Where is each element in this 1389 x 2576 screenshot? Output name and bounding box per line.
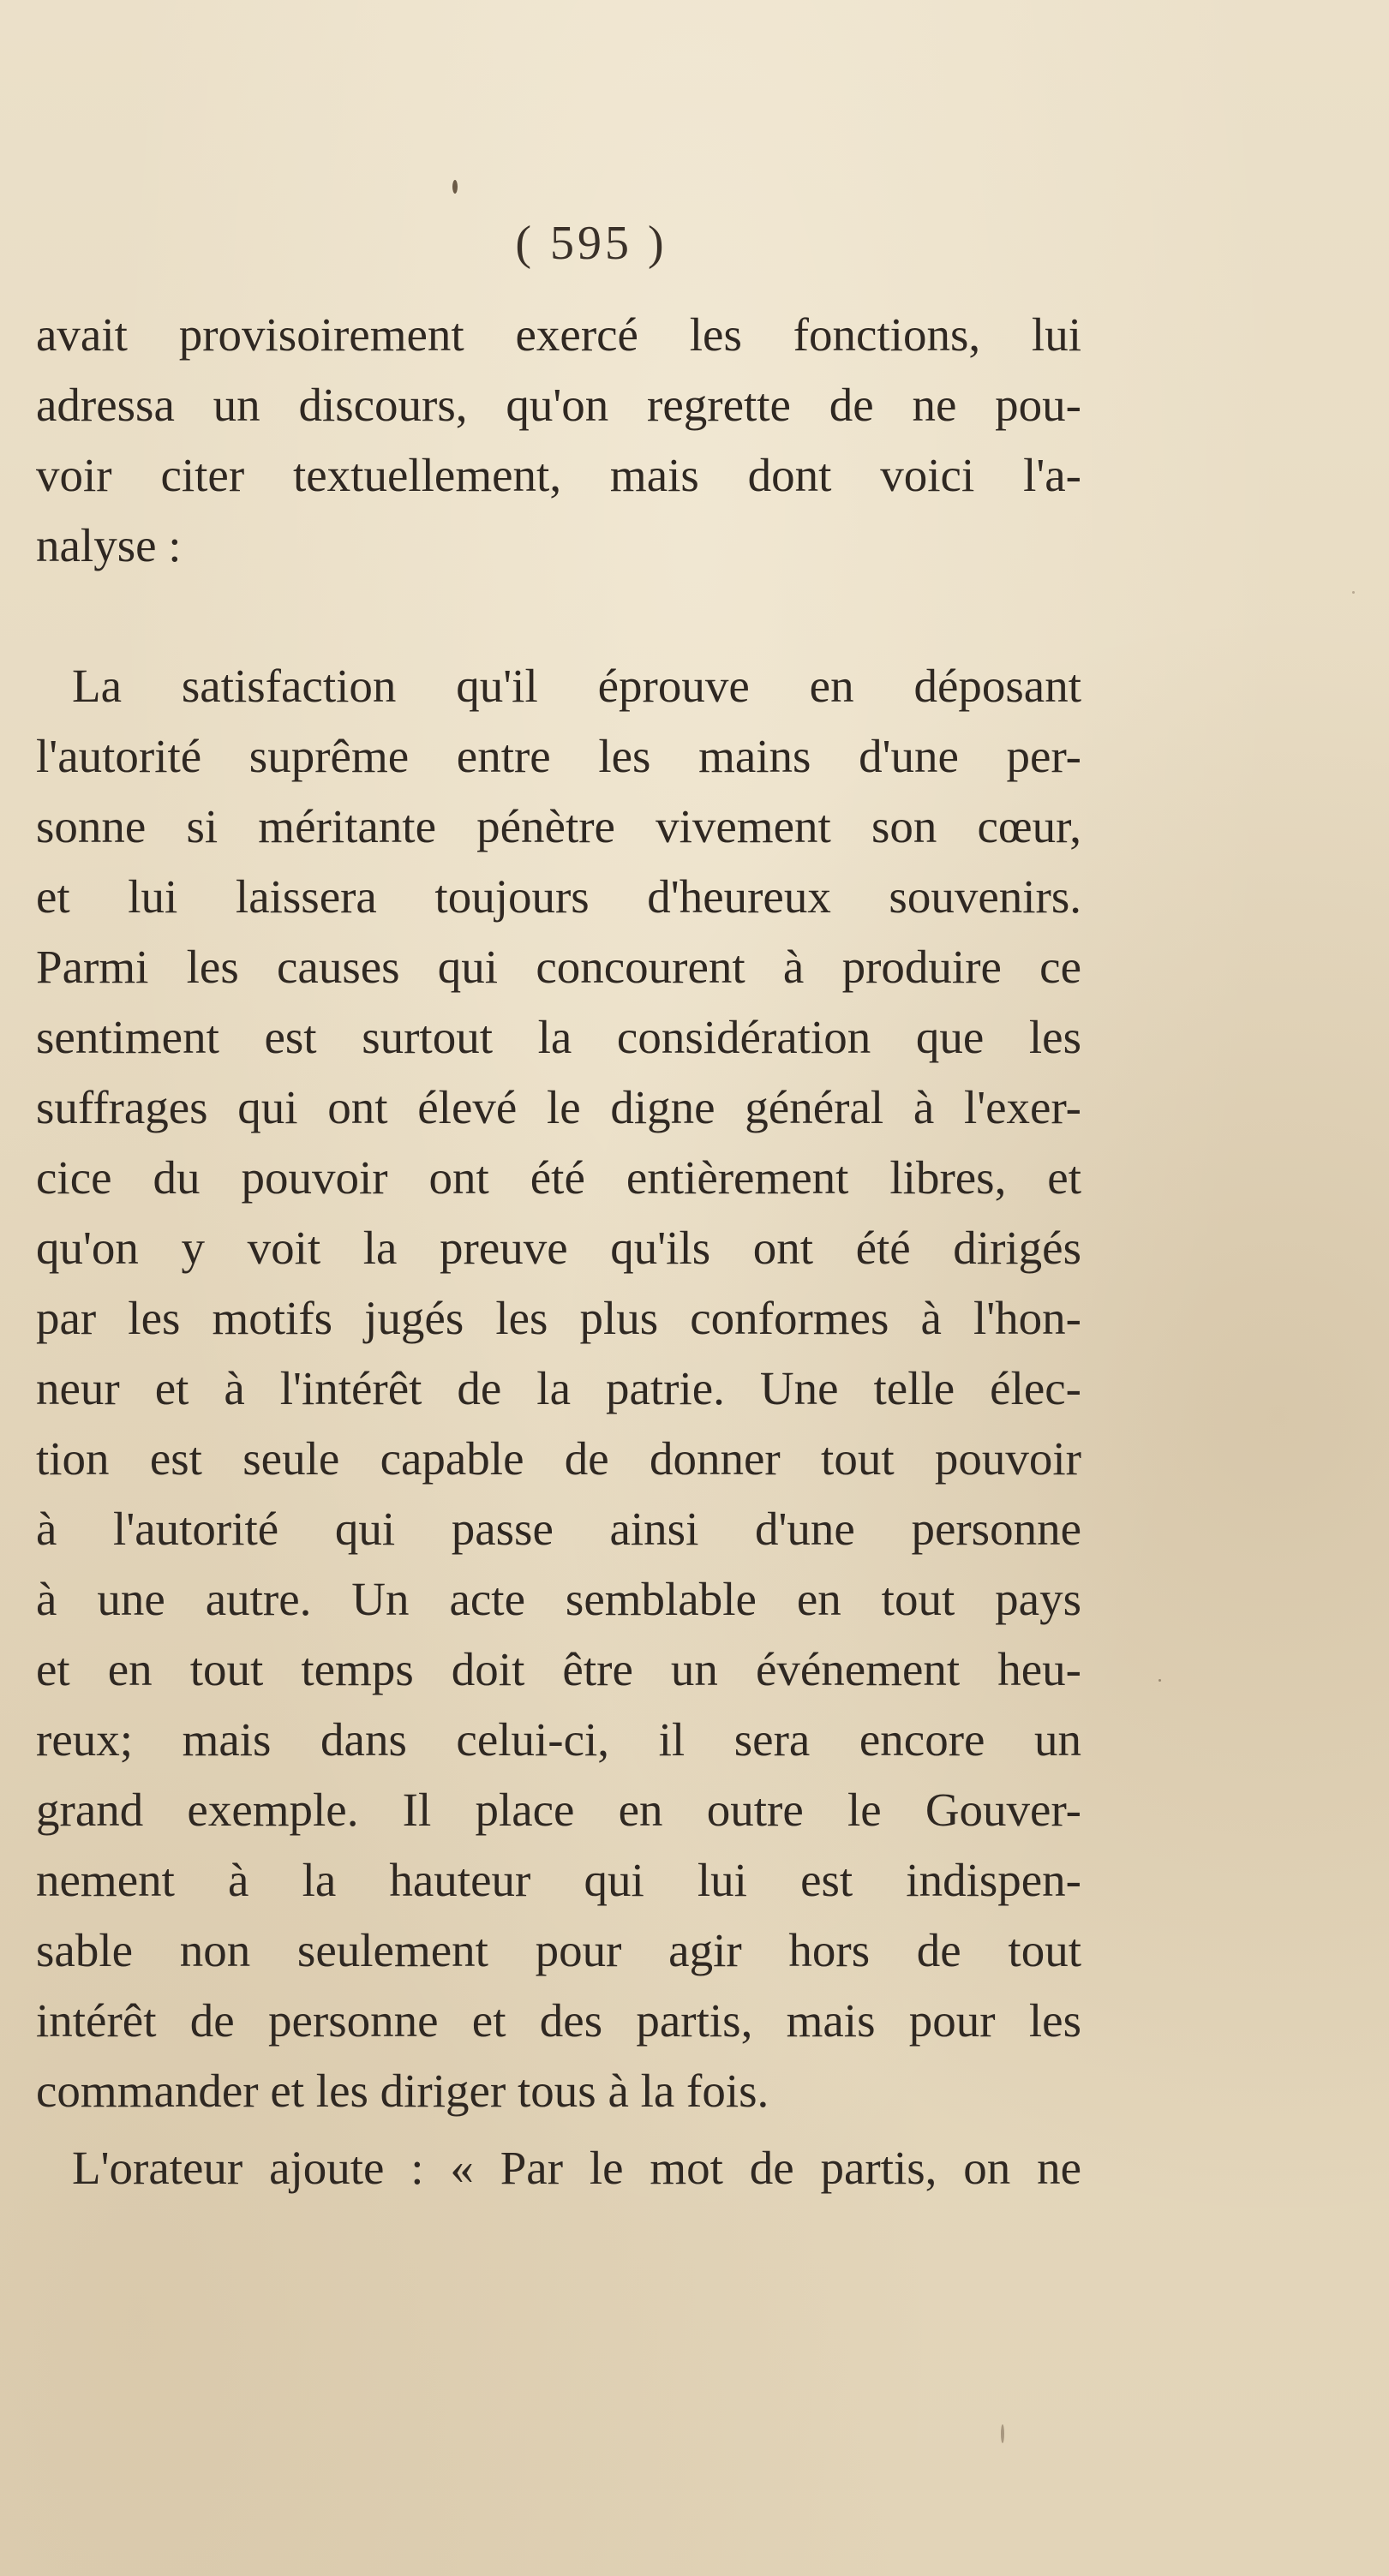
text-line: cice du pouvoir ont été entièrement libres, et [36, 1151, 1081, 1204]
text-line: adressa un discours, qu'on regrette de ne pou- [36, 379, 1081, 431]
text-line: neur et à l'intérêt de la patrie. Une telle élec- [36, 1362, 1081, 1414]
text-line: et en tout temps doit être un événement heu- [36, 1643, 1081, 1695]
text-line: sonne si méritante pénètre vivement son cœur, [36, 800, 1081, 852]
text-line: grand exemple. Il place en outre le Gouver- [36, 1784, 1081, 1836]
text-line: La satisfaction qu'il éprouve en déposant [72, 660, 1081, 712]
text-line: qu'on y voit la preuve qu'ils ont été dirigés [36, 1222, 1081, 1274]
text-line: intérêt de personne et des partis, mais pour les [36, 1994, 1081, 2047]
text-line: Parmi les causes qui concourent à produire ce [36, 941, 1081, 993]
paragraph-2 [36, 651, 1081, 2126]
ink-speck [1158, 1679, 1161, 1682]
text-line: reux; mais dans celui-ci, il sera encore un [36, 1713, 1081, 1766]
ink-speck [1352, 591, 1355, 594]
page-number: ( 595 ) [515, 217, 668, 270]
text-line: à l'autorité qui passe ainsi d'une personne [36, 1503, 1081, 1555]
paragraph-3 [36, 2133, 1081, 2203]
text-line: l'autorité suprême entre les mains d'une per- [36, 730, 1081, 782]
text-line: L'orateur ajoute : « Par le mot de partis, on ne [72, 2142, 1081, 2194]
text-line: par les motifs jugés les plus conformes à l'hon- [36, 1292, 1081, 1344]
text-line: nement à la hauteur qui lui est indispen- [36, 1854, 1081, 1906]
paragraph-1 [36, 300, 1081, 581]
body-text [36, 300, 1081, 2203]
text-line: sable non seulement pour agir hors de tout [36, 1924, 1081, 1976]
ink-speck [452, 180, 458, 194]
paragraph-gap [36, 581, 1081, 651]
text-line: avait provisoirement exercé les fonctions, lui [36, 308, 1081, 361]
text-line: suffrages qui ont élevé le digne général à l'exer- [36, 1081, 1081, 1133]
text-line: sentiment est surtout la considération que les [36, 1011, 1081, 1063]
text-line: voir citer textuellement, mais dont voici l'a- [36, 449, 1081, 501]
text-line: à une autre. Un acte semblable en tout pays [36, 1573, 1081, 1625]
text-line: et lui laissera toujours d'heureux souvenirs. [36, 870, 1081, 923]
text-line: tion est seule capable de donner tout pouvoir [36, 1432, 1081, 1485]
text-line: nalyse : [36, 519, 182, 571]
ink-speck [1001, 2424, 1004, 2443]
text-line: commander et les diriger tous à la fois. [36, 2065, 769, 2117]
